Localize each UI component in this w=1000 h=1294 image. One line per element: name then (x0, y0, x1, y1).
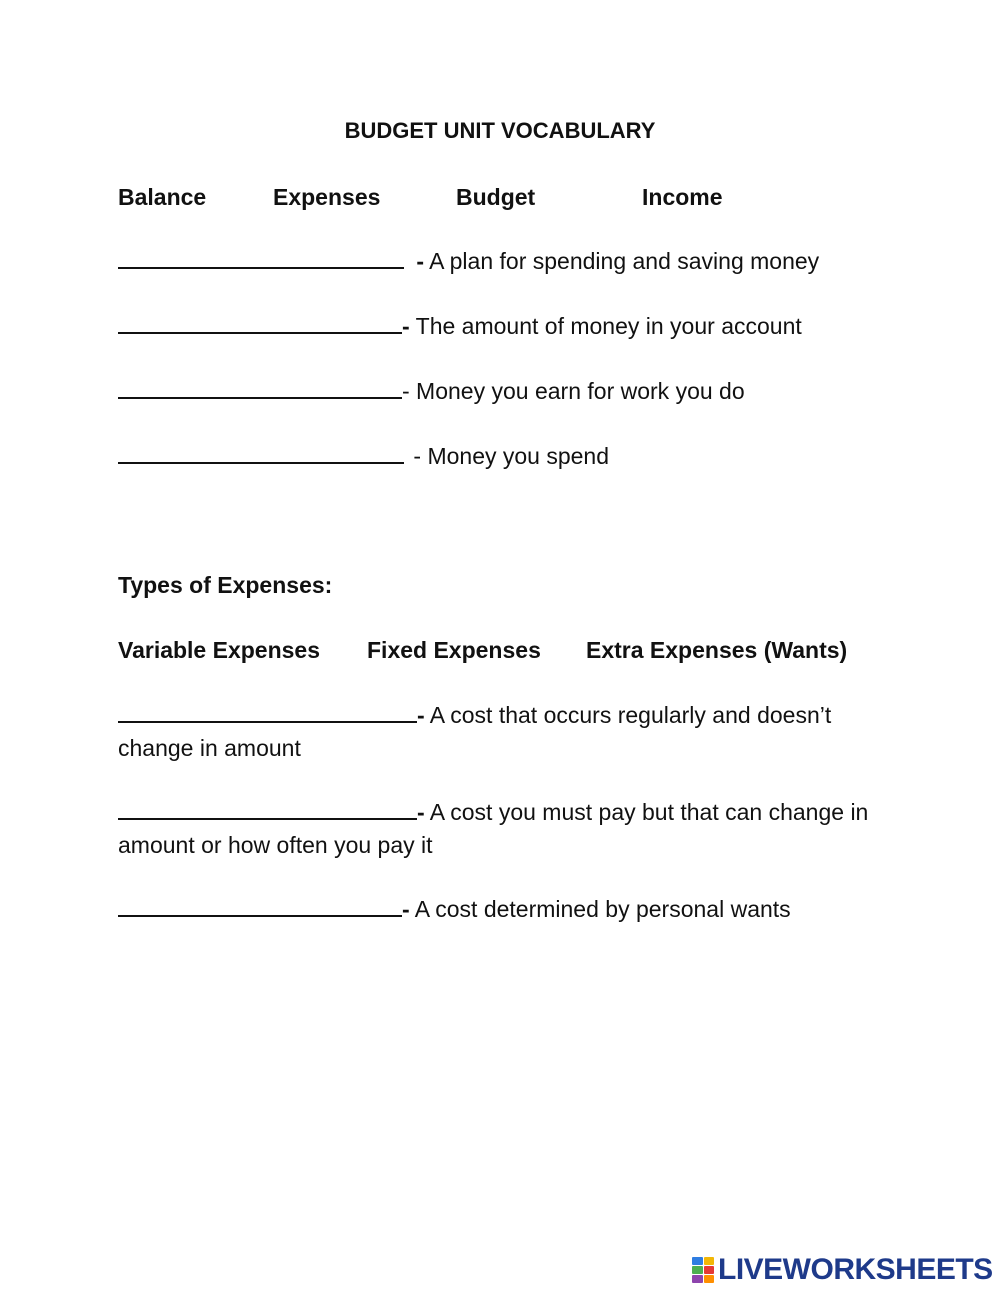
definition-text: A plan for spending and saving money (424, 248, 820, 274)
definition-dash: - (417, 799, 425, 825)
logo-text: LIVEWORKSHEETS (718, 1253, 993, 1286)
definition-row (118, 375, 898, 408)
answer-blank[interactable] (118, 440, 404, 464)
answer-blank[interactable] (118, 245, 404, 269)
word-bank-item: Expenses (273, 184, 381, 210)
page-title: BUDGET UNIT VOCABULARY (344, 118, 656, 143)
answer-blank[interactable] (118, 310, 402, 334)
definition-text: A cost that occurs regularly and doesn’t change in amount (118, 702, 832, 761)
definition-row (118, 699, 898, 765)
definition-dash: - (402, 378, 410, 404)
liveworksheets-logo (692, 1254, 993, 1286)
definition-text: The amount of money in your account (409, 313, 802, 339)
definition-dash: - (402, 313, 410, 339)
answer-blank[interactable] (118, 796, 417, 820)
word-bank-item: Balance (118, 184, 207, 210)
definition-row (118, 245, 898, 278)
answer-blank[interactable] (118, 699, 417, 723)
word-bank-item: Variable Expenses (118, 637, 321, 663)
definition-dash: - (417, 702, 425, 728)
definition-row (118, 310, 898, 343)
word-bank-item: Budget (456, 184, 536, 210)
word-bank-item: Income (642, 184, 723, 210)
definition-text: Money you spend (421, 443, 610, 469)
definition-row (118, 796, 898, 862)
definition-row (118, 440, 898, 473)
word-bank-item: Extra Expenses (Wants) (586, 637, 848, 663)
definition-row (118, 893, 898, 926)
logo-icon (692, 1257, 714, 1283)
definition-text: A cost determined by personal wants (409, 896, 791, 922)
definition-text: A cost you must pay but that can change in amount or how often you pay it (118, 799, 869, 858)
section-heading: Types of Expenses: (118, 572, 333, 598)
definition-text: Money you earn for work you do (409, 378, 745, 404)
definition-dash: - (402, 896, 410, 922)
answer-blank[interactable] (118, 375, 402, 399)
word-bank-item: Fixed Expenses (367, 637, 541, 663)
definition-dash: - (413, 443, 422, 469)
definition-dash: - (416, 248, 425, 274)
answer-blank[interactable] (118, 893, 402, 917)
